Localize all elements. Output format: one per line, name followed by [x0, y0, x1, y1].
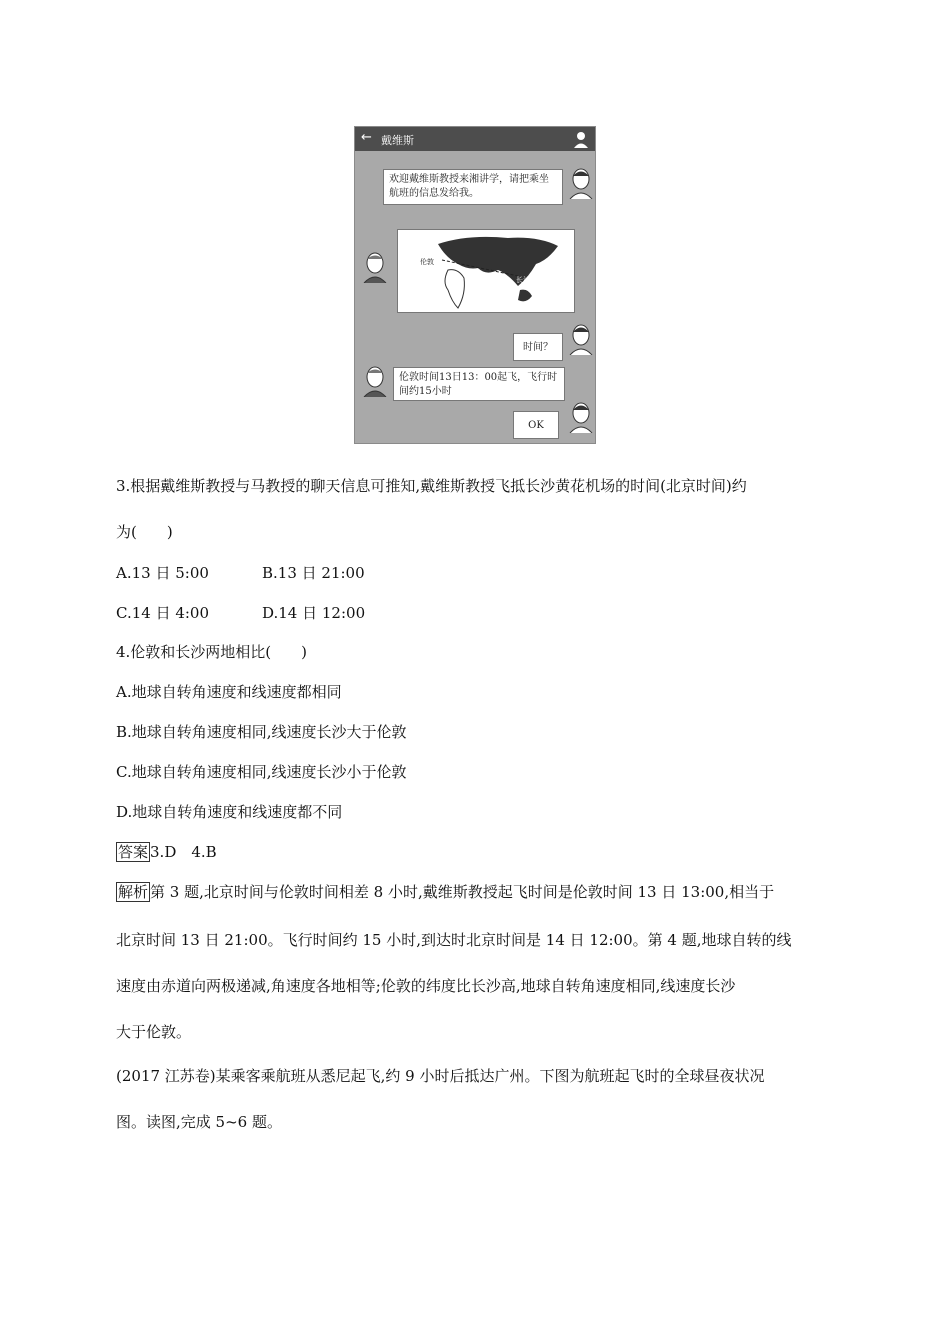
guest-avatar-icon — [361, 251, 389, 283]
message-bubble-welcome: 欢迎戴维斯教授来湘讲学，请把乘坐航班的信息发给我。 — [383, 169, 563, 205]
map-label-changsha: 长沙 — [516, 276, 530, 284]
user-icon[interactable] — [573, 130, 589, 148]
question-3-stem: 3.根据戴维斯教授与马教授的聊天信息可推知,戴维斯教授飞抵长沙黄花机场的时间(北京时间)约 — [116, 477, 747, 495]
host-avatar-icon-2 — [567, 323, 595, 355]
answer-label: 答案 — [118, 843, 149, 861]
analysis-line-2: 北京时间 13 日 21:00。飞行时间约 15 小时,到达时北京时间是 14 日 12:00。第 4 题,地球自转的线 — [116, 931, 792, 949]
q3-option-b: B.13 日 21:00 — [262, 564, 365, 582]
chat-title: 戴维斯 — [381, 134, 414, 147]
q3-option-d: D.14 日 12:00 — [262, 604, 366, 622]
message-bubble-flight: 伦敦时间13日13：00起飞，飞行时间约15小时 — [393, 367, 565, 401]
answer-text: 3.D 4.B — [150, 843, 217, 861]
message-bubble-ok: OK — [513, 411, 559, 439]
q4-option-d: D.地球自转角速度和线速度都不同 — [116, 803, 343, 821]
q4-option-a: A.地球自转角速度和线速度都相同 — [116, 683, 342, 701]
question-3-stem-cont: 为( ) — [116, 523, 173, 541]
message-bubble-time: 时间？ — [513, 333, 563, 361]
route-map-image — [397, 229, 575, 313]
analysis-line-4: 大于伦敦。 — [116, 1023, 192, 1041]
host-avatar-icon-3 — [567, 401, 595, 433]
q4-option-b: B.地球自转角速度相同,线速度长沙大于伦敦 — [116, 723, 407, 741]
back-arrow-icon[interactable]: ← — [361, 130, 372, 145]
q3-option-a: A.13 日 5:00 — [116, 564, 209, 582]
q4-option-c: C.地球自转角速度相同,线速度长沙小于伦敦 — [116, 763, 407, 781]
next-question-intro-2: 图。读图,完成 5~6 题。 — [116, 1113, 282, 1131]
analysis-label: 解析 — [118, 883, 149, 901]
guest-avatar-icon-2 — [361, 365, 389, 397]
question-4-stem: 4.伦敦和长沙两地相比( ) — [116, 643, 308, 661]
chat-header — [355, 127, 595, 151]
host-avatar-icon — [567, 167, 595, 199]
world-map-icon — [398, 230, 574, 312]
chat-figure — [354, 126, 596, 444]
answer-line — [116, 842, 217, 862]
next-question-intro-1: (2017 江苏卷)某乘客乘航班从悉尼起飞,约 9 小时后抵达广州。下图为航班起飞时的全球昼夜状况 — [116, 1067, 765, 1085]
map-label-london: 伦敦 — [420, 258, 434, 266]
analysis-line-3: 速度由赤道向两极递减,角速度各地相等;伦敦的纬度比长沙高,地球自转角速度相同,线速度长沙 — [116, 977, 736, 995]
q3-option-c: C.14 日 4:00 — [116, 604, 210, 622]
analysis-line-1: 解析 第 3 题,北京时间与伦敦时间相差 8 小时,戴维斯教授起飞时间是伦敦时间 13 日 13:00,相当于 — [118, 883, 775, 901]
